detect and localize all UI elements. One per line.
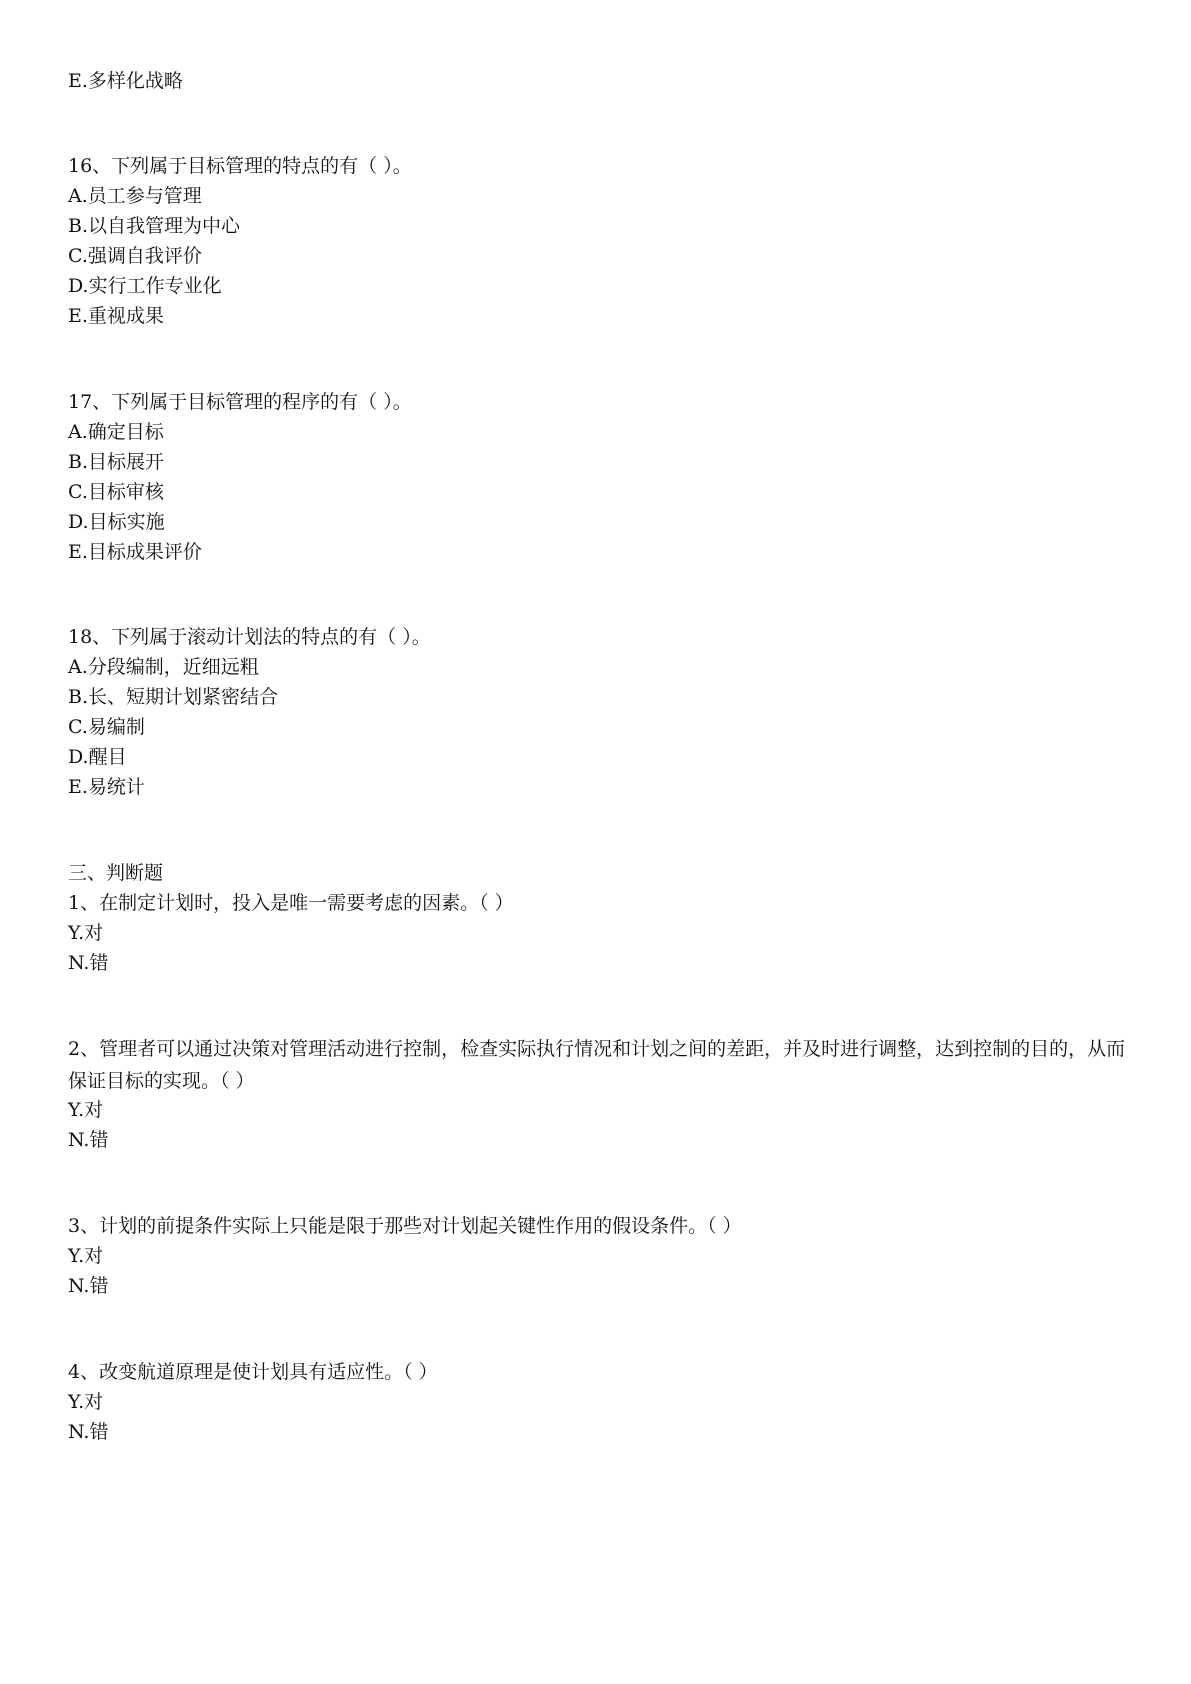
tf-question-4-yes: Y.对 <box>68 1391 104 1413</box>
question-17-option-b: B.目标展开 <box>68 451 165 473</box>
question-18-option-e: E.易统计 <box>68 776 145 798</box>
question-16-stem: 16、下列属于目标管理的特点的有（ ）。 <box>68 155 412 177</box>
tf-question-4-no: N.错 <box>68 1421 109 1443</box>
tf-question-3-no: N.错 <box>68 1275 109 1297</box>
question-17-option-c: C.目标审核 <box>68 481 164 503</box>
question-17-option-d: D.目标实施 <box>68 511 165 533</box>
option-e: E.多样化战略 <box>68 70 183 92</box>
tf-question-2-yes: Y.对 <box>68 1099 104 1121</box>
section-heading: 三、判断题 <box>68 862 164 884</box>
question-16-option-b: B.以自我管理为中心 <box>68 215 241 237</box>
tf-question-1-yes: Y.对 <box>68 922 104 944</box>
tf-question-1-stem: 1、在制定计划时，投入是唯一需要考虑的因素。（ ） <box>68 892 514 914</box>
question-16-option-a: A.员工参与管理 <box>68 185 202 207</box>
tf-question-1-no: N.错 <box>68 952 109 974</box>
question-17-stem: 17、下列属于目标管理的程序的有（ ）。 <box>68 391 412 413</box>
question-18-option-a: A.分段编制，近细远粗 <box>68 656 259 678</box>
tf-question-2-no: N.错 <box>68 1129 109 1151</box>
question-18-option-d: D.醒目 <box>68 746 127 768</box>
tf-question-3-yes: Y.对 <box>68 1245 104 1267</box>
question-18-option-b: B.长、短期计划紧密结合 <box>68 686 279 708</box>
question-16-option-e: E.重视成果 <box>68 305 164 327</box>
question-17-option-a: A.确定目标 <box>68 421 164 443</box>
question-16-option-d: D.实行工作专业化 <box>68 275 222 297</box>
question-17-option-e: E.目标成果评价 <box>68 541 202 563</box>
question-16-option-c: C.强调自我评价 <box>68 245 202 267</box>
tf-question-2-stem: 2、管理者可以通过决策对管理活动进行控制，检查实际执行情况和计划之间的差距，并及时进行调整，达到控制的目的，从而保证目标的实现。（ ） <box>68 1038 1126 1092</box>
tf-question-3-stem: 3、计划的前提条件实际上只能是限于那些对计划起关键性作用的假设条件。（ ） <box>68 1215 742 1237</box>
question-18-option-c: C.易编制 <box>68 716 145 738</box>
tf-question-4-stem: 4、改变航道原理是使计划具有适应性。（ ） <box>68 1361 438 1383</box>
question-18-stem: 18、下列属于滚动计划法的特点的有（ ）。 <box>68 626 431 648</box>
